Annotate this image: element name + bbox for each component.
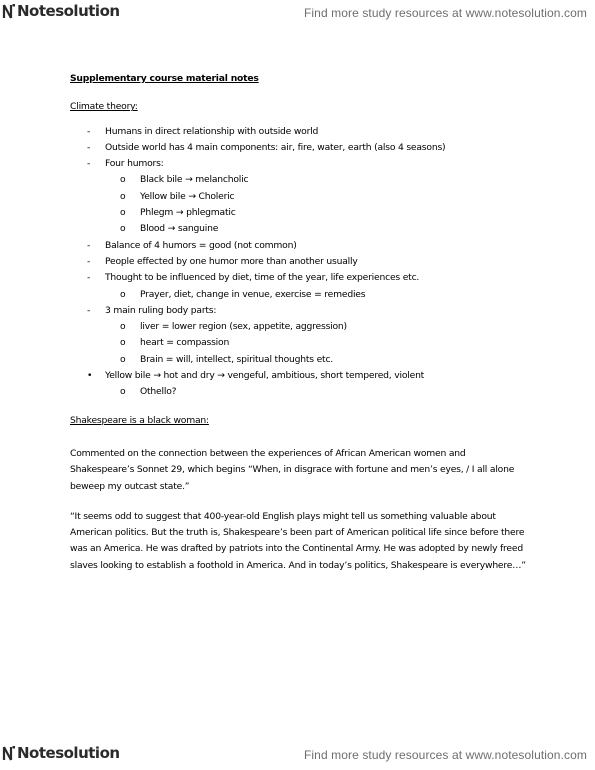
document-title: Supplementary course material notes: [70, 73, 259, 84]
list-item: [70, 319, 530, 335]
list-item-text: liver = lower region (sex, appetite, aggression): [140, 321, 347, 333]
list-item-text: Black bile → melancholic: [140, 174, 249, 186]
list-marker: -: [87, 141, 91, 153]
list-item: [70, 156, 530, 172]
list-marker: o: [120, 337, 126, 349]
footer-bar: [0, 742, 595, 768]
list-item-text: Prayer, diet, change in venue, exercise = remedies: [140, 288, 366, 300]
paragraph-sonnet: Commented on the connection between the experiences of African American women and Shakespeare’s Sonnet 29, which begins “When, in disgrace with fortune and men’s eyes, / I all alone beweep my outcast state.”: [70, 447, 515, 492]
notesolution-logo-icon: [2, 3, 16, 19]
footer-logo-text: Notesolution: [17, 744, 120, 762]
notesolution-logo-icon: [2, 745, 16, 761]
list-marker: -: [87, 255, 91, 267]
list-marker: o: [120, 386, 126, 398]
list-item-text: Yellow bile → hot and dry → vengeful, ambitious, short tempered, violent: [105, 370, 425, 382]
document-page: [70, 70, 530, 574]
list-item-text: Brain = will, intellect, spiritual thoughts etc.: [140, 353, 334, 365]
header-tagline[interactable]: Find more study resources at www.notesolution.com: [303, 6, 587, 20]
list-item: [70, 172, 530, 188]
list-marker: -: [87, 125, 91, 137]
list-item: [70, 140, 530, 156]
list-item-text: Blood → sanguine: [140, 223, 219, 235]
list-item-text: Balance of 4 humors = good (not common): [105, 239, 297, 251]
list-item-text: 3 main ruling body parts:: [105, 304, 217, 316]
section-heading-climate-theory: Climate theory:: [70, 101, 138, 113]
list-item: [70, 205, 530, 221]
list-marker: o: [120, 190, 126, 202]
list-marker: o: [120, 207, 126, 219]
list-item-text: Yellow bile → Choleric: [140, 190, 235, 202]
paragraph-quote: “It seems odd to suggest that 400-year-old English plays might tell us something valuable about American politics. But the truth is, Shakespeare’s been part of American political life since before there was an America. He was drafted by patriots into the Continental Army. He was adopted by newly freed slaves looking to establish a foothold in America. And in today’s politics, Shakespeare is everywhere…”: [70, 510, 526, 571]
list-item-text: Four humors:: [105, 158, 164, 170]
list-marker: -: [87, 272, 91, 284]
list-marker: -: [87, 304, 91, 316]
section-heading-shakespeare: Shakespeare is a black woman:: [70, 414, 209, 426]
list-item: [70, 368, 530, 384]
logo[interactable]: [2, 2, 120, 20]
list-item: [70, 384, 530, 400]
list-item-text: Thought to be influenced by diet, time of the year, life experiences etc.: [105, 272, 420, 284]
list-item-text: Humans in direct relationship with outside world: [105, 125, 319, 137]
list-item: [70, 124, 530, 140]
list-item-text: People effected by one humor more than another usually: [105, 255, 358, 267]
list-item-text: Phlegm → phlegmatic: [140, 207, 236, 219]
climate-theory-list: [70, 124, 530, 401]
footer-logo[interactable]: [2, 744, 120, 762]
list-item: [70, 287, 530, 303]
list-item: [70, 335, 530, 351]
list-marker: -: [87, 239, 91, 251]
list-marker: o: [120, 288, 126, 300]
list-item: [70, 352, 530, 368]
list-item: [70, 189, 530, 205]
list-item-text: Outside world has 4 main components: air, fire, water, earth (also 4 seasons): [105, 141, 446, 153]
list-marker: -: [87, 158, 91, 170]
list-item: [70, 270, 530, 286]
list-marker: o: [120, 321, 126, 333]
footer-tagline[interactable]: Find more study resources at www.notesolution.com: [303, 748, 587, 762]
list-marker: o: [120, 174, 126, 186]
header-bar: [0, 0, 595, 26]
list-item-text: heart = compassion: [140, 337, 230, 349]
list-item: [70, 238, 530, 254]
list-item-text: Othello?: [140, 386, 177, 398]
list-item: [70, 303, 530, 319]
list-item: [70, 254, 530, 270]
list-item: [70, 221, 530, 237]
logo-text: Notesolution: [17, 2, 120, 20]
list-marker: o: [120, 353, 126, 365]
list-marker: •: [87, 370, 93, 382]
list-marker: o: [120, 223, 126, 235]
